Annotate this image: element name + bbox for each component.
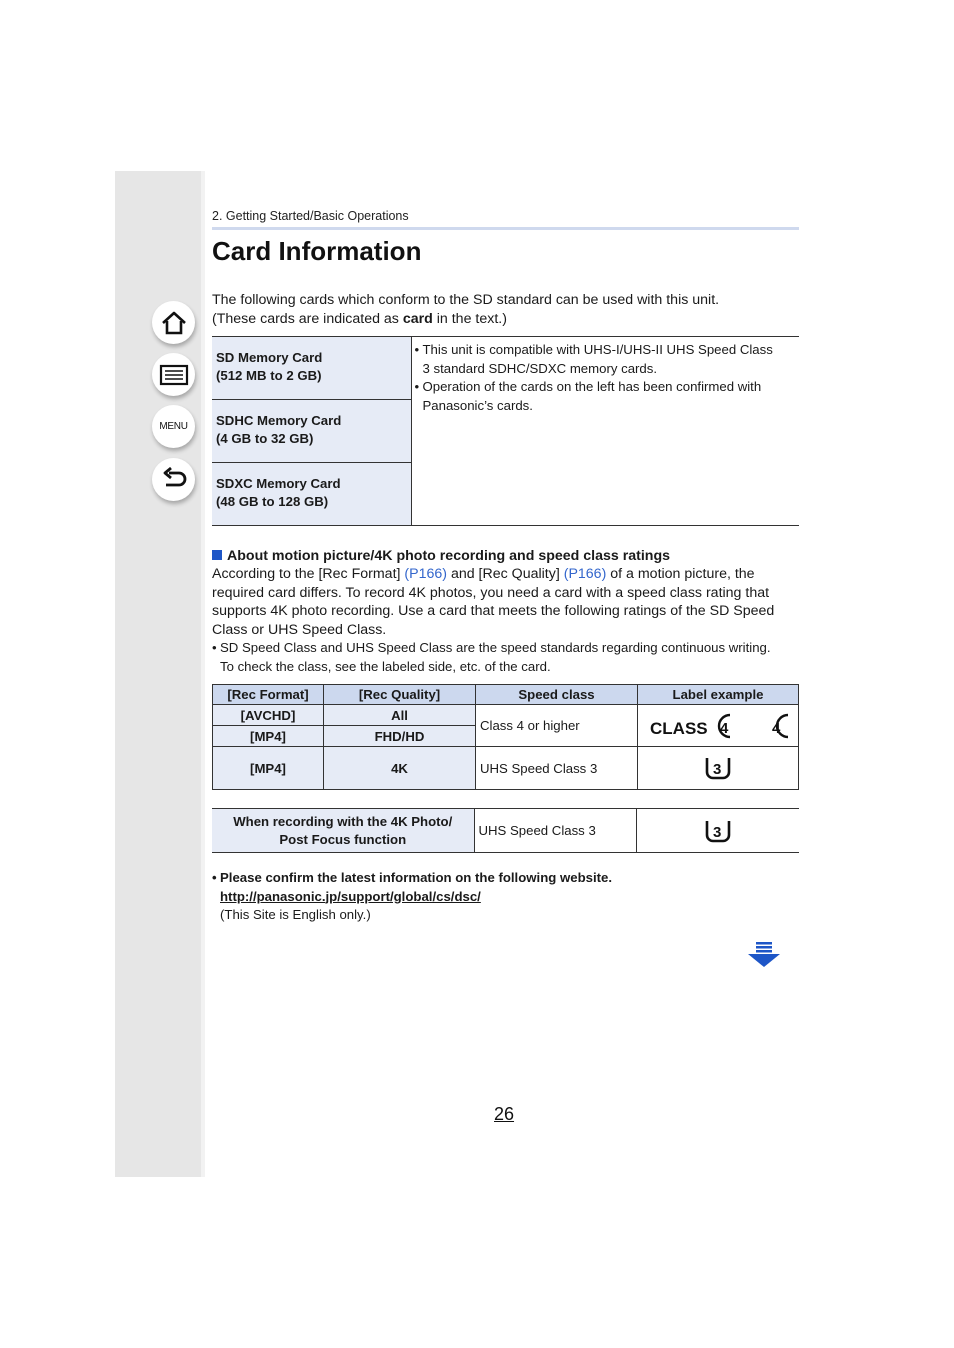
label-example-cell xyxy=(638,705,799,747)
card-type-cell: SD Memory Card (512 MB to 2 GB) xyxy=(212,337,411,400)
intro-text xyxy=(212,291,719,328)
next-page-arrow-icon xyxy=(748,942,780,968)
speed-class-cell: Class 4 or higher xyxy=(476,705,638,747)
back-arrow-icon xyxy=(160,467,188,493)
format-cell: [MP4] xyxy=(213,726,324,747)
svg-text:4: 4 xyxy=(772,719,781,737)
card-type-cell: SDHC Memory Card (4 GB to 32 GB) xyxy=(212,400,411,463)
quality-cell: 4K xyxy=(324,747,476,790)
section-line-2: required card differs. To record 4K photos, you need a card with a speed class rating that xyxy=(212,584,770,601)
uhs-3-logo-icon xyxy=(703,755,733,781)
note-item: • This unit is compatible with UHS-I/UHS-II UHS Speed Class 3 standard SDHC/SDXC memory cards. xyxy=(414,342,773,376)
quality-cell: All xyxy=(324,705,476,726)
note-item: • Operation of the cards on the left has been confirmed with Panasonic’s cards. xyxy=(414,379,762,413)
section-line-3: supports 4K photo recording. Use a card that meets the following ratings of the SD Speed xyxy=(212,603,775,619)
format-cell: [MP4] xyxy=(213,747,324,790)
website-note: • Please confirm the latest information on the following website. http://panasonic.jp/support/global/cs/dsc/ (This Site is English only.) xyxy=(212,869,612,925)
section-line-4: Class or UHS Speed Class. xyxy=(212,621,387,638)
page-number: 26 xyxy=(494,1104,515,1124)
intro-line-1: The following cards which conform to the SD standard can be used with this unit. xyxy=(212,292,720,308)
next-page-button[interactable] xyxy=(748,942,780,973)
column-header: [Rec Format] xyxy=(213,685,324,705)
section-heading: About motion picture/4K photo recording and speed class ratings xyxy=(212,548,670,564)
card-type-cell: SDXC Memory Card (48 GB to 128 GB) xyxy=(212,463,411,526)
function-label-cell: When recording with the 4K Photo/ Post Focus function xyxy=(212,809,474,853)
compatibility-notes xyxy=(411,337,799,526)
speed-class-cell: UHS Speed Class 3 xyxy=(474,809,636,853)
square-bullet-icon xyxy=(212,550,222,560)
quality-cell: FHD/HD xyxy=(324,726,476,747)
sidebar-edge xyxy=(201,171,205,1177)
svg-text:3: 3 xyxy=(713,761,722,778)
table-row xyxy=(213,747,799,790)
card-term: card xyxy=(402,310,433,327)
back-button[interactable] xyxy=(152,458,195,501)
table-row xyxy=(212,809,799,853)
intro-line-2: (These cards are indicated as card in the text.) xyxy=(212,310,507,327)
home-icon xyxy=(160,310,188,336)
menu-label: MENU xyxy=(159,421,188,432)
contents-button[interactable] xyxy=(152,353,195,396)
speed-class-note: • SD Speed Class and UHS Speed Class are the speed standards regarding continuous writing. To check the class, see the labeled side, etc. of the card. xyxy=(212,640,771,674)
class-4-logo-icon xyxy=(638,708,798,744)
rec-format-link[interactable]: (P166) xyxy=(404,566,447,582)
breadcrumb: 2. Getting Started/Basic Operations xyxy=(212,209,409,223)
photo-function-table xyxy=(212,808,799,853)
table-row xyxy=(213,705,799,726)
svg-text:CLASS: CLASS xyxy=(650,718,708,738)
section-body xyxy=(212,565,802,639)
menu-button[interactable] xyxy=(152,405,195,448)
list-icon xyxy=(159,364,189,386)
column-header: [Rec Quality] xyxy=(324,685,476,705)
label-example-cell xyxy=(636,809,799,853)
card-types-table xyxy=(212,336,799,526)
table-row xyxy=(212,337,799,400)
format-cell: [AVCHD] xyxy=(213,705,324,726)
uhs-3-logo-icon xyxy=(703,818,733,844)
support-url-link[interactable]: http://panasonic.jp/support/global/cs/dsc/ xyxy=(220,888,481,904)
header-rule xyxy=(212,227,799,230)
speed-class-table xyxy=(212,684,799,790)
page-title: Card Information xyxy=(212,236,422,266)
column-header: Speed class xyxy=(476,685,638,705)
section-line-1: According to the [Rec Format] (P166) and [Rec Quality] (P166) of a motion picture, the xyxy=(212,566,755,582)
label-example-cell xyxy=(638,747,799,790)
home-button[interactable] xyxy=(152,301,195,344)
rec-quality-link[interactable]: (P166) xyxy=(563,566,607,582)
speed-class-cell: UHS Speed Class 3 xyxy=(476,747,638,790)
english-only-note: (This Site is English only.) xyxy=(220,907,371,922)
svg-text:4: 4 xyxy=(720,719,729,737)
column-header: Label example xyxy=(638,685,799,705)
svg-text:3: 3 xyxy=(712,823,722,841)
table-header-row xyxy=(213,685,799,705)
